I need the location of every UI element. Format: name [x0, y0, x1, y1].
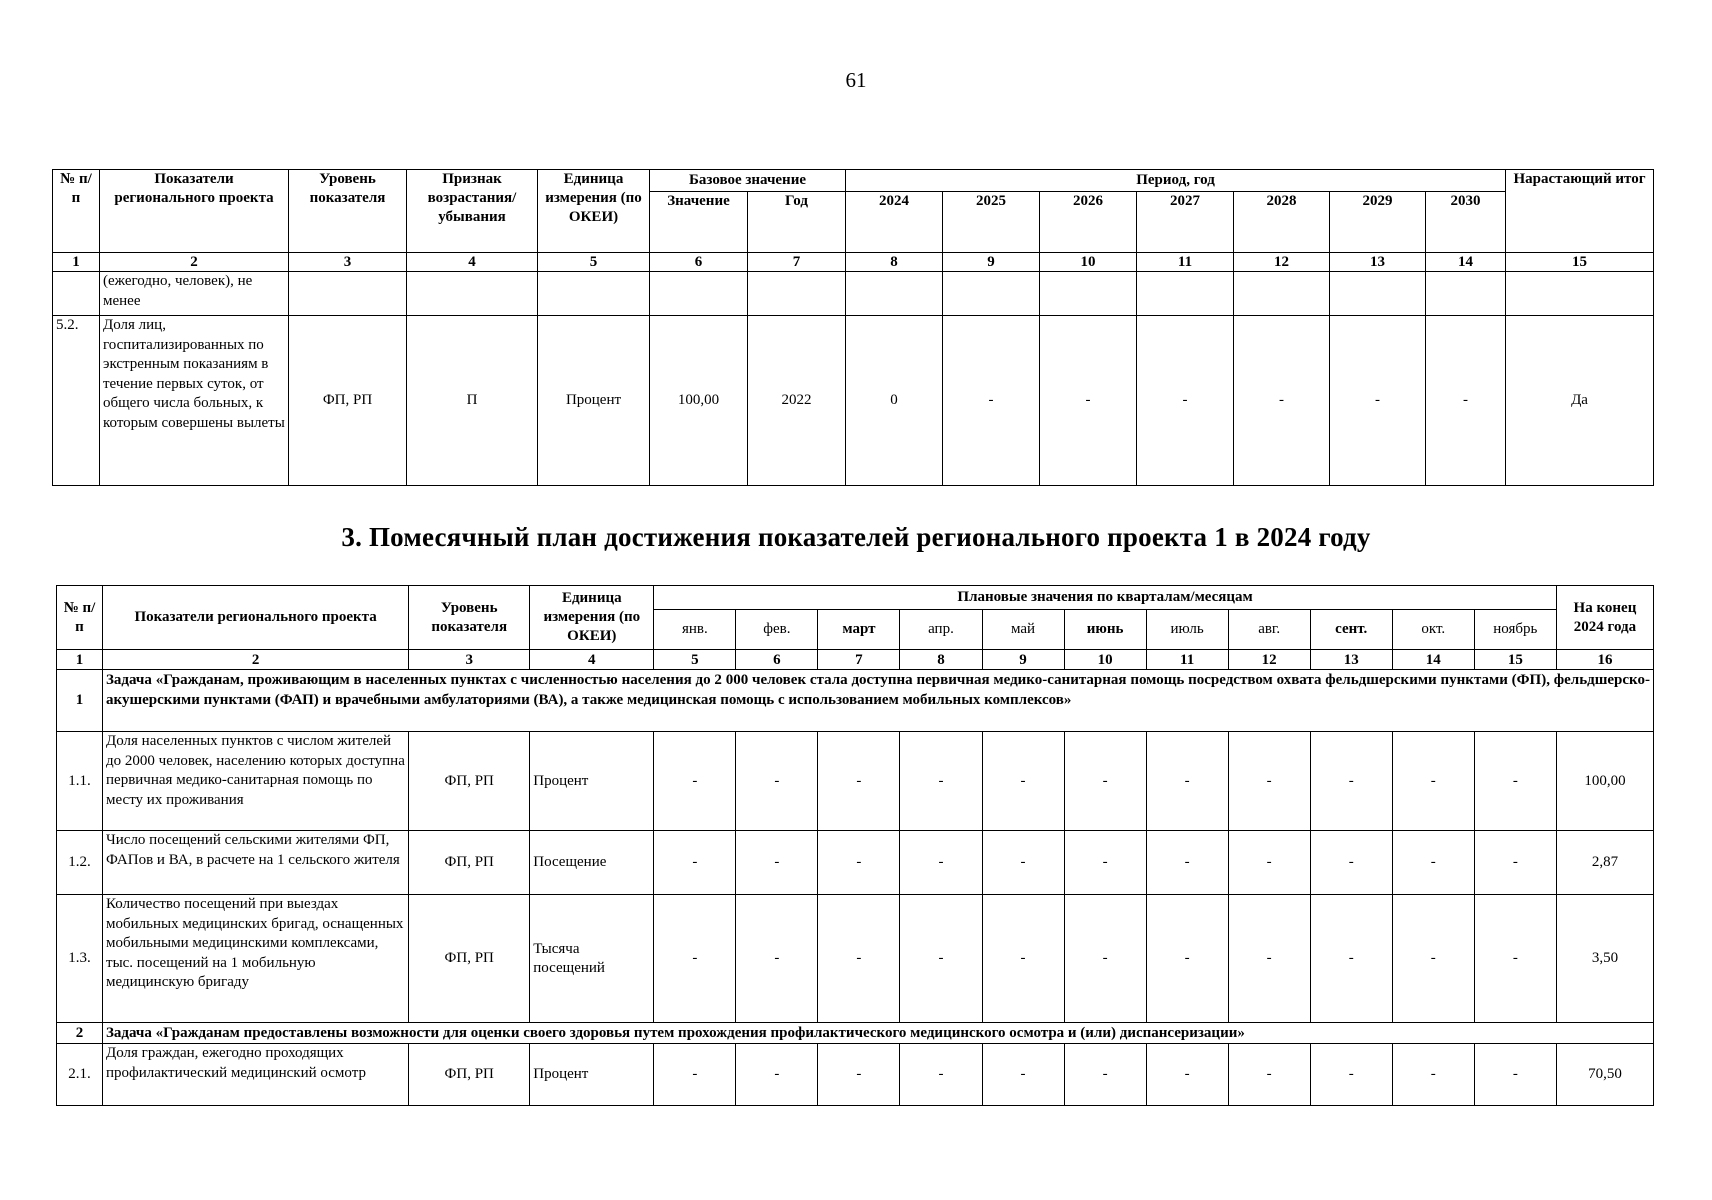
task-num: 1 — [57, 670, 103, 732]
header-month: май — [982, 610, 1064, 650]
row-month-value: - — [1228, 895, 1310, 1023]
column-number: 3 — [409, 650, 530, 670]
row-year-value: - — [1234, 316, 1330, 486]
row-end-value: 2,87 — [1556, 831, 1653, 895]
row-month-value: - — [1474, 1044, 1556, 1106]
row-month-value: - — [1392, 1044, 1474, 1106]
column-number: 1 — [57, 650, 103, 670]
task-row — [57, 1023, 1654, 1044]
row-name: Доля граждан, ежегодно проходящих профилактический медицинский осмотр — [103, 1044, 409, 1106]
header-base-year: Год — [748, 192, 846, 253]
row-end-value: 100,00 — [1556, 732, 1653, 831]
indicators-table-continuation — [52, 169, 1654, 486]
row-month-value: - — [1228, 732, 1310, 831]
header-num: № п/п — [53, 170, 100, 253]
header-period: Период, год — [846, 170, 1506, 192]
column-number: 5 — [654, 650, 736, 670]
row-month-value: - — [736, 732, 818, 831]
row-year-value: - — [1426, 316, 1506, 486]
header-indicators: Показатели регионального проекта — [100, 170, 289, 253]
column-number: 11 — [1146, 650, 1228, 670]
header-year: 2030 — [1426, 192, 1506, 253]
row-month-value: - — [736, 1044, 818, 1106]
row-month-value: - — [736, 831, 818, 895]
row-sign: П — [407, 316, 538, 486]
column-number: 4 — [530, 650, 654, 670]
monthly-plan-table — [56, 585, 1654, 1106]
column-number: 1 — [53, 253, 100, 272]
column-number: 12 — [1228, 650, 1310, 670]
header-year: 2027 — [1137, 192, 1234, 253]
column-number: 15 — [1474, 650, 1556, 670]
row-month-value: - — [1064, 831, 1146, 895]
row-name: Количество посещений при выездах мобильных медицинских бригад, оснащенных мобильными медицинскими комплексами, тыс. посещений на 1 мобильную медицинскую бригаду — [103, 895, 409, 1023]
column-number: 12 — [1234, 253, 1330, 272]
task-num: 2 — [57, 1023, 103, 1044]
header-month: сент. — [1310, 610, 1392, 650]
row-month-value: - — [654, 732, 736, 831]
column-number: 8 — [900, 650, 982, 670]
row-month-value: - — [1392, 831, 1474, 895]
section-title: 3. Помесячный план достижения показателей регионального проекта 1 в 2024 году — [341, 522, 1371, 552]
column-number: 2 — [100, 253, 289, 272]
row-month-value: - — [1310, 1044, 1392, 1106]
page-number: 61 — [845, 68, 867, 92]
column-number: 7 — [748, 253, 846, 272]
row-base-year: 2022 — [748, 316, 846, 486]
row-level: ФП, РП — [409, 831, 530, 895]
row-name: Число посещений сельскими жителями ФП, ФАПов и ВА, в расчете на 1 сельского жителя — [103, 831, 409, 895]
task-row — [57, 670, 1654, 732]
row-month-value: - — [1146, 732, 1228, 831]
row-month-value: - — [1064, 895, 1146, 1023]
row-level: ФП, РП — [409, 732, 530, 831]
row-cumulative: Да — [1506, 316, 1654, 486]
row-month-value: - — [818, 831, 900, 895]
header-level: Уровень показателя — [289, 170, 407, 253]
row-month-value: - — [1310, 831, 1392, 895]
row-end-value: 3,50 — [1556, 895, 1653, 1023]
row-num: 2.1. — [57, 1044, 103, 1106]
column-number: 10 — [1040, 253, 1137, 272]
column-number: 10 — [1064, 650, 1146, 670]
column-number: 15 — [1506, 253, 1654, 272]
row-month-value: - — [982, 831, 1064, 895]
row-month-value: - — [1146, 895, 1228, 1023]
row-month-value: - — [900, 732, 982, 831]
column-number: 14 — [1392, 650, 1474, 670]
column-number: 5 — [538, 253, 650, 272]
row-month-value: - — [900, 831, 982, 895]
table-row — [57, 831, 1654, 895]
row-year-value: - — [1137, 316, 1234, 486]
header-month: окт. — [1392, 610, 1474, 650]
row-month-value: - — [1474, 732, 1556, 831]
column-number: 13 — [1330, 253, 1426, 272]
header-month: март — [818, 610, 900, 650]
header-level: Уровень показателя — [409, 586, 530, 650]
continuation-text: (ежегодно, человек), не менее — [100, 272, 289, 316]
header-year: 2024 — [846, 192, 943, 253]
header-planned: Плановые значения по кварталам/месяцам — [654, 586, 1557, 610]
header-month: янв. — [654, 610, 736, 650]
row-level: ФП, РП — [409, 1044, 530, 1106]
row-num: 5.2. — [53, 316, 100, 486]
column-number: 11 — [1137, 253, 1234, 272]
header-year: 2026 — [1040, 192, 1137, 253]
column-number: 3 — [289, 253, 407, 272]
row-name: Доля населенных пунктов с числом жителей до 2000 человек, населению которых доступна первичная медико-санитарная помощь по месту их проживания — [103, 732, 409, 831]
row-year-value: 0 — [846, 316, 943, 486]
row-year-value: - — [943, 316, 1040, 486]
row-month-value: - — [654, 831, 736, 895]
row-unit: Посещение — [530, 831, 654, 895]
row-month-value: - — [1228, 1044, 1310, 1106]
empty-cell — [53, 272, 100, 316]
task-text: Задача «Гражданам, проживающим в населенных пунктах с численностью населения до 2 000 человек стала доступна первичная медико-санитарная помощь посредством охвата фельдшерскими пунктами (ФП), фельдшерско-акушерскими пунктами (ФАП) и врачебными амбулаториями (ВА), а также медицинская помощь с использованием мобильных комплексов» — [103, 670, 1654, 732]
row-month-value: - — [900, 1044, 982, 1106]
header-month: авг. — [1228, 610, 1310, 650]
header-cumulative: Нарастающий итог — [1506, 170, 1654, 253]
row-month-value: - — [736, 895, 818, 1023]
row-unit: Процент — [538, 316, 650, 486]
row-month-value: - — [1146, 1044, 1228, 1106]
column-number: 14 — [1426, 253, 1506, 272]
row-end-value: 70,50 — [1556, 1044, 1653, 1106]
row-unit: Тысяча посещений — [530, 895, 654, 1023]
row-month-value: - — [1310, 895, 1392, 1023]
row-month-value: - — [1310, 732, 1392, 831]
row-num: 1.1. — [57, 732, 103, 831]
row-level: ФП, РП — [289, 316, 407, 486]
row-month-value: - — [900, 895, 982, 1023]
row-month-value: - — [1474, 895, 1556, 1023]
column-number: 4 — [407, 253, 538, 272]
row-name: Доля лиц, госпитализированных по экстренным показаниям в течение первых суток, от общего числа больных, к которым совершены вылеты — [100, 316, 289, 486]
row-year-value: - — [1330, 316, 1426, 486]
row-month-value: - — [818, 895, 900, 1023]
column-number: 13 — [1310, 650, 1392, 670]
header-year: 2028 — [1234, 192, 1330, 253]
row-num: 1.2. — [57, 831, 103, 895]
header-month: июль — [1146, 610, 1228, 650]
header-year: 2025 — [943, 192, 1040, 253]
row-month-value: - — [818, 732, 900, 831]
header-month: ноябрь — [1474, 610, 1556, 650]
column-number: 6 — [650, 253, 748, 272]
table-row — [57, 732, 1654, 831]
row-month-value: - — [818, 1044, 900, 1106]
row-unit: Процент — [530, 1044, 654, 1106]
column-number: 16 — [1556, 650, 1653, 670]
header-unit: Единица измерения (по ОКЕИ) — [530, 586, 654, 650]
column-number: 9 — [943, 253, 1040, 272]
column-number: 6 — [736, 650, 818, 670]
row-level: ФП, РП — [409, 895, 530, 1023]
header-num: № п/п — [57, 586, 103, 650]
row-month-value: - — [1064, 732, 1146, 831]
header-month: апр. — [900, 610, 982, 650]
header-month: июнь — [1064, 610, 1146, 650]
row-month-value: - — [1392, 732, 1474, 831]
row-month-value: - — [982, 895, 1064, 1023]
row-base-value: 100,00 — [650, 316, 748, 486]
row-unit: Процент — [530, 732, 654, 831]
header-indicators: Показатели регионального проекта — [103, 586, 409, 650]
row-month-value: - — [982, 732, 1064, 831]
header-base: Базовое значение — [650, 170, 846, 192]
row-month-value: - — [1474, 831, 1556, 895]
row-month-value: - — [654, 895, 736, 1023]
table-row — [53, 316, 1654, 486]
row-month-value: - — [1064, 1044, 1146, 1106]
row-month-value: - — [1392, 895, 1474, 1023]
row-month-value: - — [1228, 831, 1310, 895]
row-num: 1.3. — [57, 895, 103, 1023]
row-year-value: - — [1040, 316, 1137, 486]
column-number: 9 — [982, 650, 1064, 670]
row-month-value: - — [654, 1044, 736, 1106]
header-sign: Признак возрастания/ убывания — [407, 170, 538, 253]
header-base-value: Значение — [650, 192, 748, 253]
header-unit: Единица измерения (по ОКЕИ) — [538, 170, 650, 253]
row-month-value: - — [1146, 831, 1228, 895]
row-month-value: - — [982, 1044, 1064, 1106]
header-end: На конец 2024 года — [1556, 586, 1653, 650]
table-row — [57, 1044, 1654, 1106]
column-number: 7 — [818, 650, 900, 670]
column-number: 2 — [103, 650, 409, 670]
header-year: 2029 — [1330, 192, 1426, 253]
task-text: Задача «Гражданам предоставлены возможности для оценки своего здоровья путем прохождения профилактического медицинского осмотра и (или) диспансеризации» — [103, 1023, 1654, 1044]
column-number: 8 — [846, 253, 943, 272]
header-month: фев. — [736, 610, 818, 650]
table-row — [57, 895, 1654, 1023]
